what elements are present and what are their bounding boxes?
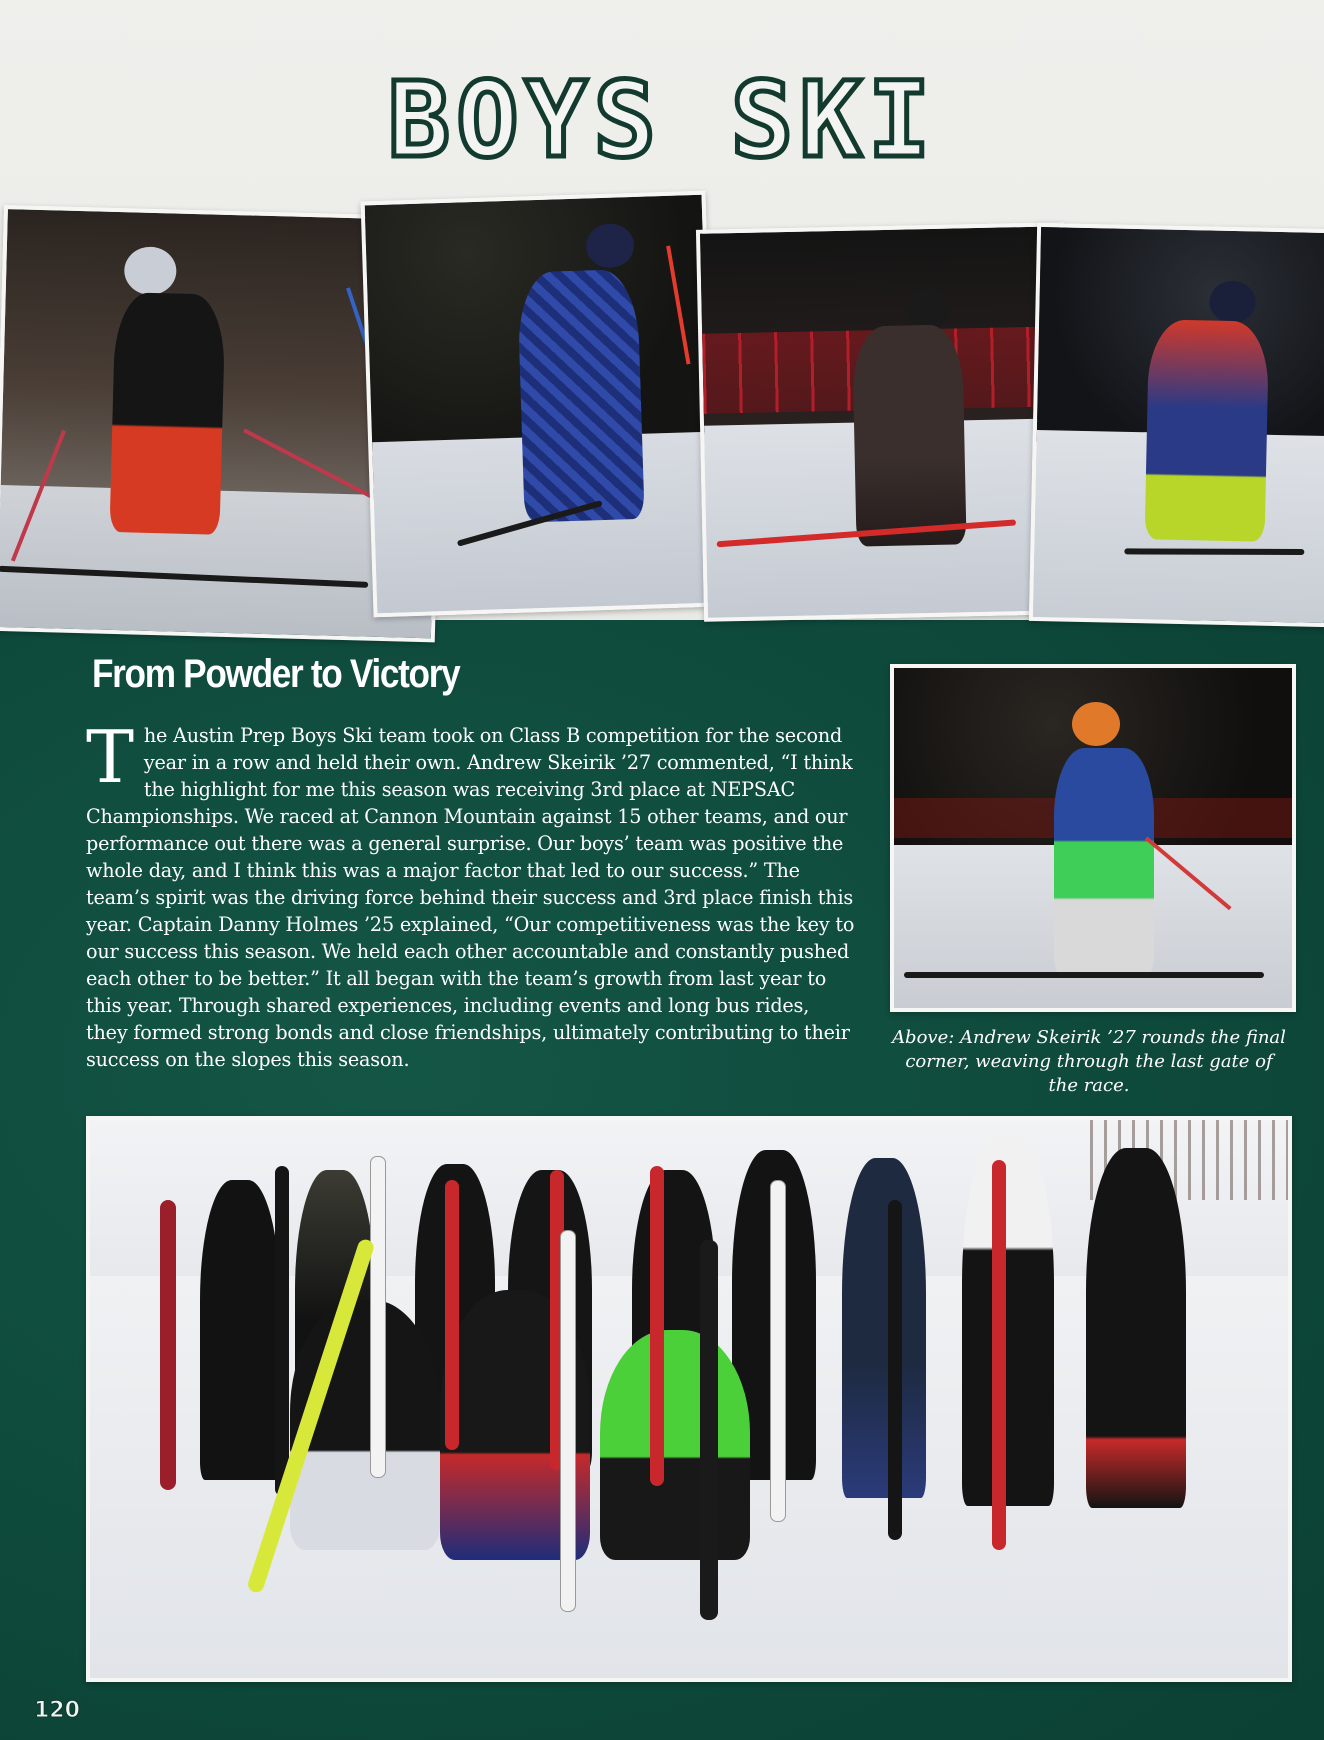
- page-title: BOYS SKI: [387, 59, 937, 181]
- photo-caption: Above: Andrew Skeirik ’27 rounds the final corner, weaving through the last gate of the race.: [892, 1027, 1286, 1096]
- page-number: 120: [34, 1698, 80, 1723]
- article-text: he Austin Prep Boys Ski team took on Class B competition for the second year in a row and held their own. Andrew Skeirik ’27 commented, “I think the highlight for me this season was receiving 3rd place at NEPSAC Championships. We raced at Cannon Mountain against 15 other teams, and our performance out there was a general surprise. Our boys’ team was positive the whole day, and I think this was a major factor that led to our success.” The team’s spirit was the driving force behind their success and 3rd place finish this year. Captain Danny Holmes ’25 explained, “Our competitiveness was the key to our success this season. We held each other accountable and constantly pushed each other to be better.” It all began with the team’s growth from last year to this year. Through shared experiences, including events and long bus rides, they formed strong bonds and close friendships, ultimately contributing to their success on the slopes this season.: [86, 724, 855, 1071]
- photo-skier-blue-plaid: [361, 191, 719, 618]
- photo-skier-final-corner: [890, 664, 1296, 1012]
- photo-skier-grey-red: [696, 222, 1072, 622]
- photo-team-group: [86, 1116, 1292, 1682]
- article-heading: From Powder to Victory: [92, 652, 460, 696]
- photo-skier-navy-red: [1029, 223, 1324, 627]
- drop-cap: T: [86, 715, 134, 799]
- article-body: [86, 715, 856, 1073]
